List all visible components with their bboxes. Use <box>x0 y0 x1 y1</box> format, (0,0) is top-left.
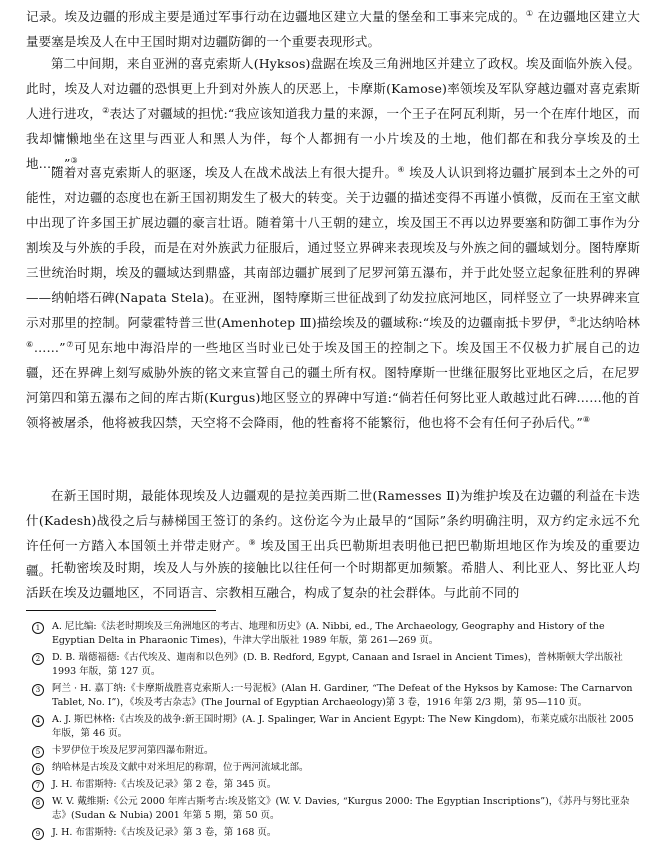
body-paragraph <box>26 4 640 54</box>
footnote-number: 3 <box>32 684 44 696</box>
footnote-ref: ③ <box>70 155 78 165</box>
footnote-divider <box>26 610 216 611</box>
footnote-ref: ① <box>525 8 534 18</box>
footnote-number: 7 <box>32 780 44 792</box>
footnote-ref: ⑧ <box>582 414 591 424</box>
footnote-text: J. H. 布雷斯特:《古埃及记录》第 2 卷，第 345 页。 <box>52 779 277 790</box>
footnote <box>26 713 640 741</box>
paragraph-text: 北达纳哈林 <box>576 315 640 330</box>
footnote-ref: ⑨ <box>248 537 257 547</box>
footnote <box>26 778 640 792</box>
footnote <box>26 620 640 648</box>
footnote-ref: ⑦ <box>65 339 75 349</box>
paragraph-text: 埃及人认识到将边疆扩展到本土之外的可能性，对边疆的态度也在新王国初期发生了极大的转变。关于边疆的描述变得不再谨小慎微，反而在王室文献中出现了许多国王扩展边疆的豪言壮语。随着第十八王朝的建立，埃及国王不再以边界要塞和防御工事作为分割埃及与外族的手段，而是在对外族武力征服后，通过竖立界碑来表现埃及与外族之间的疆域划分。图特摩斯三世统治时期，埃及的疆域达到鼎盛，其南部边疆扩展到了尼罗河第五瀑布，并于此处竖立起象征胜利的界碑——纳帕塔石碑(Napata Stela)。在亚洲，图特摩斯三世征战到了幼发拉底河地区，同样竖立了一块界碑来宣示对那里的控制。阿蒙霍特普三世(Amenhotep Ⅲ)描绘埃及的疆域称:“埃及的边疆南抵卡罗伊， <box>26 165 641 330</box>
footnote-ref: ④ <box>397 164 405 174</box>
paragraph-text: 记录。埃及边疆的形成主要是通过军事行动在边疆地区建立大量的堡垒和工事来完成的。 <box>26 9 526 24</box>
footnote <box>26 795 640 823</box>
footnote-text: A. 尼比编:《法老时期埃及三角洲地区的考古、地理和历史》(A. Nibbi, ed., The Archaeology, Geography and History of the Egyptian Delta in Pharaonic Times)，牛津大学出版社 1989 年版，第 261—269 页。 <box>52 621 605 646</box>
paragraph-text: 表达了对疆域的担忧:“我应该知道我力量的来源，一个王子在阿瓦利斯，另一个在库什地区，而我却慵懒地坐在这里与西亚人和黑人为伴，每个人都拥有一小片埃及的土地，他们都在和我分享埃及的土地……” <box>26 106 641 171</box>
footnote <box>26 651 640 679</box>
paragraph-text: 第二中间期，来自亚洲的喜克索斯人(Hyksos)盘踞在埃及三角洲地区并建立了政权。埃及面临外族入侵。此时，埃及人对边疆的恐惧更上升到对外族人的厌恶上，卡摩斯(Kamose)率领埃及军队穿越边疆对喜克索斯人进行进攻， <box>26 56 640 121</box>
footnote <box>26 682 640 710</box>
footnote-number: 6 <box>32 763 44 775</box>
footnote-text: 纳哈林是古埃及文献中对米坦尼的称谓，位于两河流域北部。 <box>52 762 309 773</box>
footnote <box>26 744 640 758</box>
footnote-text: 阿兰 · H. 嘉丁纳:《卡摩斯战胜喜克索斯人:一号泥板》(Alan H. Gardiner, “The Defeat of the Hyksos by Kamose: The Carnarvon Tablet, No. I”)，《埃及考古杂志》(The Journal of Egyptian Archaeology)第 3 卷，1916 年第 2/3 期，第 95—110 页。 <box>52 683 633 708</box>
paragraph-text: 随着对喜克索斯人的驱逐，埃及人在战术战法上有很大提升。 <box>51 165 398 180</box>
footnote-ref: ② <box>102 105 110 115</box>
paragraph-text: 在边疆地区建立大量要塞是埃及人在中王国时期对边疆防御的一个重要表现形式。 <box>26 9 640 49</box>
footnote-number: 2 <box>32 653 44 665</box>
footnote-ref: ⑤ <box>569 314 577 324</box>
footnote-number: 9 <box>32 828 44 840</box>
paragraph-text: ……” <box>33 340 66 355</box>
paragraph-text: 托勒密埃及时期，埃及人与外族的接触比以往任何一个时期都更加频繁。希腊人、利比亚人、努比亚人均活跃在埃及边疆地区，不同语言、宗教相互融合，构成了复杂的社会群体。与此前不同的 <box>26 560 640 600</box>
paragraph-text: 在新王国时期，最能体现埃及人边疆观的是拉美西斯二世(Ramesses Ⅱ)为维护埃及在边疆的利益在卡迭什(Kadesh)战役之后与赫梯国王签订的条约。这份迄今为止最早的“国际”条约明确注明，双方约定永远不允许任何一方踏入本国领土并带走财产。 <box>26 488 640 553</box>
footnote-text: W. V. 戴维斯:《公元 2000 年库古斯考古:埃及铭文》(W. V. Davies, “Kurgus 2000: The Egyptian Inscriptions”)，《苏丹与努比亚杂志》(Sudan & Nubia) 2001 年第 5 期，第 50 页。 <box>52 796 630 821</box>
footnote-text: 卡罗伊位于埃及尼罗河第四瀑布附近。 <box>52 745 214 756</box>
footnote <box>26 761 640 775</box>
body-paragraph <box>26 555 640 605</box>
footnote-number: 8 <box>32 797 44 809</box>
footnote-number: 1 <box>32 622 44 634</box>
footnote-ref: ⑥ <box>26 339 34 349</box>
footnote-text: A. J. 斯巴林格:《古埃及的战争:新王国时期》(A. J. Spalinger, War in Ancient Egypt: The New Kingdom)，布莱克威尔出版社 2005 年版，第 46 页。 <box>52 714 634 739</box>
paragraph-text: 可见东地中海沿岸的一些地区当时业已处于埃及国王的控制之下。埃及国王不仅极力扩展自己的边疆，还在界碑上刻写威胁外族的铭文来宣誓自己的疆土所有权。图特摩斯一世继征服努比亚地区之后，在尼罗河第四和第五瀑布之间的库古斯(Kurgus)地区竖立的界碑中写道:“倘若任何努比亚人敢越过此石碑……他的首领将被屠杀，他将被我囚禁，天空将不会降雨，他的牲畜将不能繁衍，他也将不会有任何子孙后代。” <box>26 340 641 430</box>
footnote-text: D. B. 瑞德福德:《古代埃及、迦南和以色列》(D. B. Redford, Egypt, Canaan and Israel in Ancient Times)，普林斯顿大学出版社 1993 年版，第 127 页。 <box>52 652 623 677</box>
body-paragraph <box>26 160 640 435</box>
footnote-number: 4 <box>32 715 44 727</box>
body-paragraph <box>26 51 640 176</box>
footnote-number: 5 <box>32 746 44 758</box>
footnote-text: J. H. 布雷斯特:《古埃及记录》第 3 卷，第 168 页。 <box>52 827 277 838</box>
footnote-list <box>26 620 640 843</box>
footnote <box>26 826 640 840</box>
paragraph-text: 埃及国王出兵巴勒斯坦表明他已把巴勒斯坦地区作为埃及的重要边疆。 <box>26 538 640 578</box>
